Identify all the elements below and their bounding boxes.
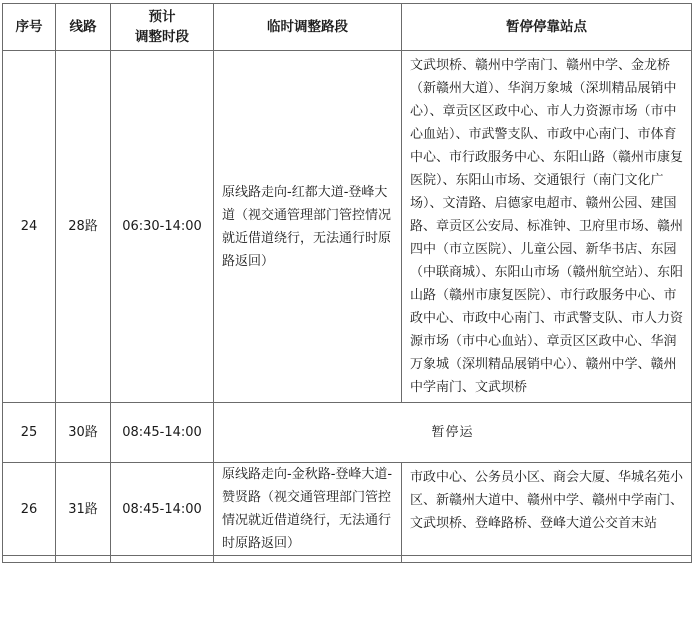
row-stops: 市政中心、公务员小区、商会大厦、华城名苑小区、新赣州大道中、赣州中学、赣州中学南门、文武坝桥、登峰路桥、登峰大道公交首末站 [402,463,692,556]
row-stops: 文武坝桥、赣州中学南门、赣州中学、金龙桥（新赣州大道）、华润万象城（深圳精品展销中心）、章贡区区政中心、市人力资源市场（市中心血站）、市武警支队、市政中心南门、市体育中心、市行政服务中心、东阳山路（赣州市康复医院）、东阳山市场、交通银行（南门文化广场）、文清路、启德家电超市、赣州公园、建国路、章贡区公安局、标准钟、卫府里市场、赣州四中（市立医院）、儿童公园、新华书店、东园（中联商城）、东阳山市场（赣州航空站）、东阳山路（赣州市康复医院）、市行政服务中心、市政中心、市政中心南门、市武警支队、市人力资源市场（市中心血站）、章贡区区政中心、华润万象城（深圳精品展销中心）、赣州中学、赣州中学南门、文武坝桥 [402,51,692,403]
table-row [3,51,692,403]
table-row-partial [3,556,692,563]
header-time-line2: 调整时段 [135,29,189,45]
row-seq: 24 [3,51,56,403]
row-seq: 26 [3,463,56,556]
header-row [3,4,692,51]
row-route: 原线路走向-红都大道-登峰大道（视交通管理部门管控情况就近借道绕行，无法通行时原路返回） [214,51,402,403]
bus-adjustment-table [2,3,692,563]
row-time: 08:45-14:00 [111,463,214,556]
header-stops: 暂停停靠站点 [402,4,692,51]
table-row [3,403,692,463]
row-line: 31路 [56,463,111,556]
table-row [3,463,692,556]
header-line: 线路 [56,4,111,51]
header-time [111,4,214,51]
row-time: 06:30-14:00 [111,51,214,403]
row-time: 08:45-14:00 [111,403,214,463]
header-route: 临时调整路段 [214,4,402,51]
row-seq: 25 [3,403,56,463]
row-suspended-note: 暂停运 [214,403,692,463]
row-route: 原线路走向-金秋路-登峰大道-赞贤路（视交通管理部门管控情况就近借道绕行，无法通行时原路返回） [214,463,402,556]
row-line: 28路 [56,51,111,403]
header-seq: 序号 [3,4,56,51]
header-time-line1: 预计 [148,9,176,25]
row-line: 30路 [56,403,111,463]
